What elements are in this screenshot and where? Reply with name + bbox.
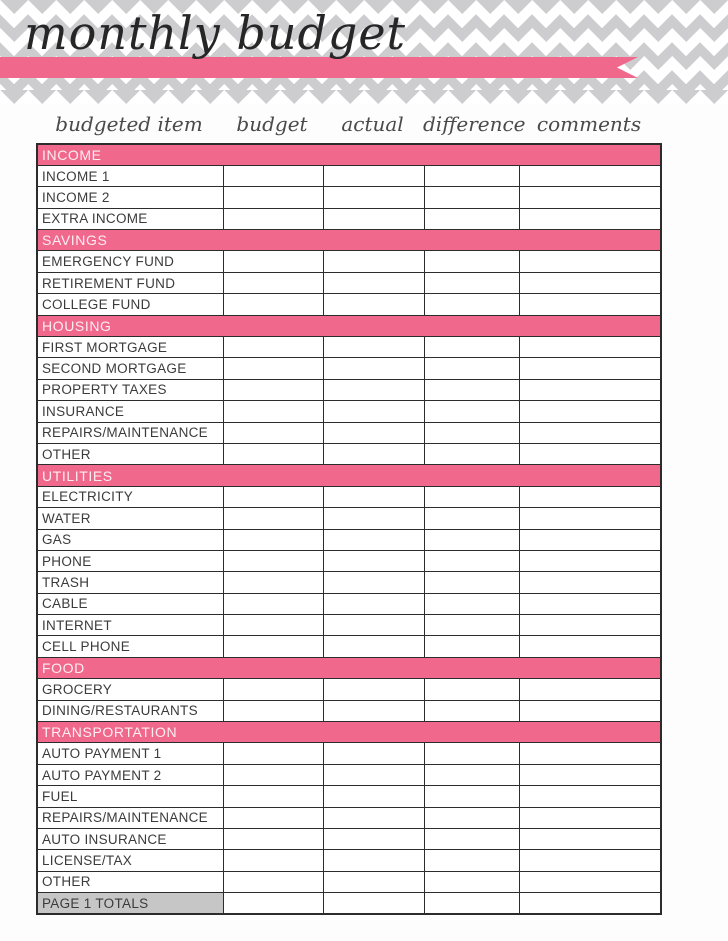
entry-cell-difference[interactable]	[424, 379, 519, 400]
row-label: EMERGENCY FUND	[37, 251, 223, 272]
entry-cell-budget[interactable]	[223, 615, 323, 636]
entry-cell-difference[interactable]	[424, 636, 519, 657]
entry-cell-comments[interactable]	[519, 379, 661, 400]
table-row	[37, 529, 661, 550]
entry-cell-actual[interactable]	[323, 829, 424, 850]
section-header-income	[37, 144, 661, 165]
column-header-comments: comments	[536, 111, 642, 136]
entry-cell-difference[interactable]	[424, 871, 519, 892]
entry-cell-budget[interactable]	[223, 208, 323, 229]
entry-cell-comments[interactable]	[519, 550, 661, 571]
section-title: INCOME	[37, 144, 661, 165]
entry-cell-difference[interactable]	[424, 187, 519, 208]
entry-cell-difference[interactable]	[424, 358, 519, 379]
entry-cell-actual[interactable]	[323, 700, 424, 721]
section-title: FOOD	[37, 657, 661, 678]
entry-cell-difference[interactable]	[424, 486, 519, 507]
entry-cell-budget[interactable]	[223, 786, 323, 807]
table-row	[37, 379, 661, 400]
entry-cell-difference[interactable]	[424, 593, 519, 614]
row-label: DINING/RESTAURANTS	[37, 700, 223, 721]
row-label: OTHER	[37, 871, 223, 892]
budget-table-body	[37, 144, 661, 914]
entry-cell-actual[interactable]	[323, 422, 424, 443]
page-title: monthly budget	[24, 6, 407, 60]
row-label: WATER	[37, 508, 223, 529]
entry-cell-comments[interactable]	[519, 764, 661, 785]
table-row	[37, 550, 661, 571]
entry-cell-comments[interactable]	[519, 700, 661, 721]
table-row	[37, 850, 661, 871]
entry-cell-difference[interactable]	[424, 850, 519, 871]
row-label: ELECTRICITY	[37, 486, 223, 507]
table-row	[37, 572, 661, 593]
entry-cell-comments[interactable]	[519, 529, 661, 550]
entry-cell-comments[interactable]	[519, 358, 661, 379]
entry-cell-actual[interactable]	[323, 636, 424, 657]
table-row	[37, 422, 661, 443]
entry-cell-comments[interactable]	[519, 187, 661, 208]
row-label: REPAIRS/MAINTENANCE	[37, 422, 223, 443]
entry-cell-comments[interactable]	[519, 443, 661, 464]
chevron-teeth-edge	[0, 90, 728, 104]
entry-cell-difference[interactable]	[424, 572, 519, 593]
entry-cell-actual[interactable]	[323, 679, 424, 700]
entry-cell-actual[interactable]	[323, 615, 424, 636]
entry-cell-budget[interactable]	[223, 529, 323, 550]
table-row	[37, 486, 661, 507]
entry-cell-actual[interactable]	[323, 443, 424, 464]
table-row	[37, 786, 661, 807]
entry-cell-actual[interactable]	[323, 743, 424, 764]
entry-cell-budget[interactable]	[223, 251, 323, 272]
entry-cell-difference[interactable]	[424, 294, 519, 315]
entry-cell-comments[interactable]	[519, 807, 661, 828]
entry-cell-budget[interactable]	[223, 700, 323, 721]
entry-cell-budget[interactable]	[223, 636, 323, 657]
row-label: GROCERY	[37, 679, 223, 700]
entry-cell-actual[interactable]	[323, 358, 424, 379]
entry-cell-difference[interactable]	[424, 208, 519, 229]
totals-row-label: PAGE 1 TOTALS	[37, 893, 223, 914]
entry-cell-comments[interactable]	[519, 508, 661, 529]
section-header-utilities	[37, 465, 661, 486]
entry-cell-difference[interactable]	[424, 529, 519, 550]
row-label: EXTRA INCOME	[37, 208, 223, 229]
entry-cell-comments[interactable]	[519, 572, 661, 593]
table-row	[37, 443, 661, 464]
entry-cell-actual[interactable]	[323, 786, 424, 807]
entry-cell-comments[interactable]	[519, 829, 661, 850]
entry-cell-budget[interactable]	[223, 572, 323, 593]
totals-row	[37, 893, 661, 914]
entry-cell-difference[interactable]	[424, 337, 519, 358]
table-row	[37, 700, 661, 721]
table-row	[37, 871, 661, 892]
table-row	[37, 807, 661, 828]
entry-cell-actual[interactable]	[323, 529, 424, 550]
entry-cell-actual[interactable]	[323, 508, 424, 529]
entry-cell-difference[interactable]	[424, 615, 519, 636]
chevron-pattern-banner	[0, 0, 728, 90]
row-label: REPAIRS/MAINTENANCE	[37, 807, 223, 828]
entry-cell-actual[interactable]	[323, 871, 424, 892]
row-label: OTHER	[37, 443, 223, 464]
entry-cell-actual[interactable]	[323, 272, 424, 293]
column-header-actual: actual	[341, 111, 404, 136]
row-label: LICENSE/TAX	[37, 850, 223, 871]
table-row	[37, 593, 661, 614]
table-row	[37, 272, 661, 293]
entry-cell-actual[interactable]	[323, 294, 424, 315]
entry-cell-budget[interactable]	[223, 764, 323, 785]
row-label: AUTO PAYMENT 2	[37, 764, 223, 785]
entry-cell-budget[interactable]	[223, 443, 323, 464]
entry-cell-difference[interactable]	[424, 165, 519, 186]
column-header-budget: budget	[236, 111, 308, 136]
row-label: SECOND MORTGAGE	[37, 358, 223, 379]
table-row	[37, 187, 661, 208]
entry-cell-budget[interactable]	[223, 165, 323, 186]
entry-cell-budget[interactable]	[223, 358, 323, 379]
entry-cell-difference[interactable]	[424, 786, 519, 807]
entry-cell-difference[interactable]	[424, 807, 519, 828]
entry-cell-comments[interactable]	[519, 337, 661, 358]
section-header-food	[37, 657, 661, 678]
entry-cell-comments[interactable]	[519, 251, 661, 272]
entry-cell-budget[interactable]	[223, 871, 323, 892]
column-header-budgeted-item: budgeted item	[55, 111, 203, 136]
entry-cell-actual[interactable]	[323, 572, 424, 593]
table-row	[37, 615, 661, 636]
entry-cell-difference[interactable]	[424, 743, 519, 764]
budget-table	[36, 143, 662, 915]
entry-cell-comments[interactable]	[519, 679, 661, 700]
section-title: HOUSING	[37, 315, 661, 336]
section-title: SAVINGS	[37, 230, 661, 251]
entry-cell-budget[interactable]	[223, 294, 323, 315]
entry-cell-budget[interactable]	[223, 850, 323, 871]
entry-cell-actual[interactable]	[323, 251, 424, 272]
entry-cell-budget[interactable]	[223, 486, 323, 507]
table-row	[37, 764, 661, 785]
row-label: INCOME 2	[37, 187, 223, 208]
section-title: UTILITIES	[37, 465, 661, 486]
entry-cell-budget[interactable]	[223, 679, 323, 700]
entry-cell-difference[interactable]	[424, 764, 519, 785]
entry-cell-actual[interactable]	[323, 208, 424, 229]
table-row	[37, 208, 661, 229]
entry-cell-comments[interactable]	[519, 850, 661, 871]
entry-cell-budget[interactable]	[223, 422, 323, 443]
row-label: AUTO INSURANCE	[37, 829, 223, 850]
entry-cell-comments[interactable]	[519, 871, 661, 892]
entry-cell-actual[interactable]	[323, 807, 424, 828]
entry-cell-comments[interactable]	[519, 615, 661, 636]
entry-cell-comments[interactable]	[519, 893, 661, 914]
entry-cell-comments[interactable]	[519, 165, 661, 186]
table-row	[37, 508, 661, 529]
table-row	[37, 829, 661, 850]
row-label: TRASH	[37, 572, 223, 593]
entry-cell-comments[interactable]	[519, 272, 661, 293]
entry-cell-actual[interactable]	[323, 379, 424, 400]
entry-cell-difference[interactable]	[424, 422, 519, 443]
table-row	[37, 294, 661, 315]
row-label: AUTO PAYMENT 1	[37, 743, 223, 764]
table-row	[37, 401, 661, 422]
table-row	[37, 743, 661, 764]
row-label: CELL PHONE	[37, 636, 223, 657]
table-row	[37, 165, 661, 186]
row-label: PROPERTY TAXES	[37, 379, 223, 400]
entry-cell-budget[interactable]	[223, 379, 323, 400]
entry-cell-budget[interactable]	[223, 893, 323, 914]
table-row	[37, 636, 661, 657]
row-label: INSURANCE	[37, 401, 223, 422]
entry-cell-budget[interactable]	[223, 807, 323, 828]
entry-cell-budget[interactable]	[223, 272, 323, 293]
entry-cell-comments[interactable]	[519, 486, 661, 507]
entry-cell-comments[interactable]	[519, 422, 661, 443]
table-row	[37, 358, 661, 379]
row-label: COLLEGE FUND	[37, 294, 223, 315]
entry-cell-comments[interactable]	[519, 636, 661, 657]
entry-cell-budget[interactable]	[223, 508, 323, 529]
table-row	[37, 251, 661, 272]
row-label: INTERNET	[37, 615, 223, 636]
row-label: FIRST MORTGAGE	[37, 337, 223, 358]
entry-cell-difference[interactable]	[424, 679, 519, 700]
entry-cell-difference[interactable]	[424, 893, 519, 914]
entry-cell-actual[interactable]	[323, 165, 424, 186]
row-label: GAS	[37, 529, 223, 550]
entry-cell-actual[interactable]	[323, 187, 424, 208]
entry-cell-difference[interactable]	[424, 401, 519, 422]
entry-cell-difference[interactable]	[424, 251, 519, 272]
entry-cell-comments[interactable]	[519, 786, 661, 807]
entry-cell-actual[interactable]	[323, 850, 424, 871]
entry-cell-budget[interactable]	[223, 187, 323, 208]
entry-cell-comments[interactable]	[519, 208, 661, 229]
entry-cell-comments[interactable]	[519, 294, 661, 315]
entry-cell-difference[interactable]	[424, 508, 519, 529]
row-label: FUEL	[37, 786, 223, 807]
row-label: PHONE	[37, 550, 223, 571]
entry-cell-budget[interactable]	[223, 829, 323, 850]
entry-cell-actual[interactable]	[323, 593, 424, 614]
column-header-difference: difference	[423, 111, 526, 136]
entry-cell-actual[interactable]	[323, 550, 424, 571]
entry-cell-difference[interactable]	[424, 550, 519, 571]
section-header-transportation	[37, 722, 661, 743]
entry-cell-comments[interactable]	[519, 401, 661, 422]
entry-cell-budget[interactable]	[223, 401, 323, 422]
entry-cell-actual[interactable]	[323, 893, 424, 914]
entry-cell-comments[interactable]	[519, 743, 661, 764]
entry-cell-actual[interactable]	[323, 401, 424, 422]
section-header-housing	[37, 315, 661, 336]
entry-cell-budget[interactable]	[223, 593, 323, 614]
entry-cell-comments[interactable]	[519, 593, 661, 614]
entry-cell-actual[interactable]	[323, 486, 424, 507]
entry-cell-budget[interactable]	[223, 550, 323, 571]
table-row	[37, 337, 661, 358]
entry-cell-actual[interactable]	[323, 764, 424, 785]
entry-cell-difference[interactable]	[424, 272, 519, 293]
section-header-savings	[37, 230, 661, 251]
entry-cell-difference[interactable]	[424, 829, 519, 850]
column-headers	[36, 104, 660, 143]
entry-cell-budget[interactable]	[223, 337, 323, 358]
row-label: INCOME 1	[37, 165, 223, 186]
entry-cell-difference[interactable]	[424, 700, 519, 721]
section-title: TRANSPORTATION	[37, 722, 661, 743]
row-label: RETIREMENT FUND	[37, 272, 223, 293]
row-label: CABLE	[37, 593, 223, 614]
table-row	[37, 679, 661, 700]
entry-cell-budget[interactable]	[223, 743, 323, 764]
entry-cell-difference[interactable]	[424, 443, 519, 464]
entry-cell-actual[interactable]	[323, 337, 424, 358]
